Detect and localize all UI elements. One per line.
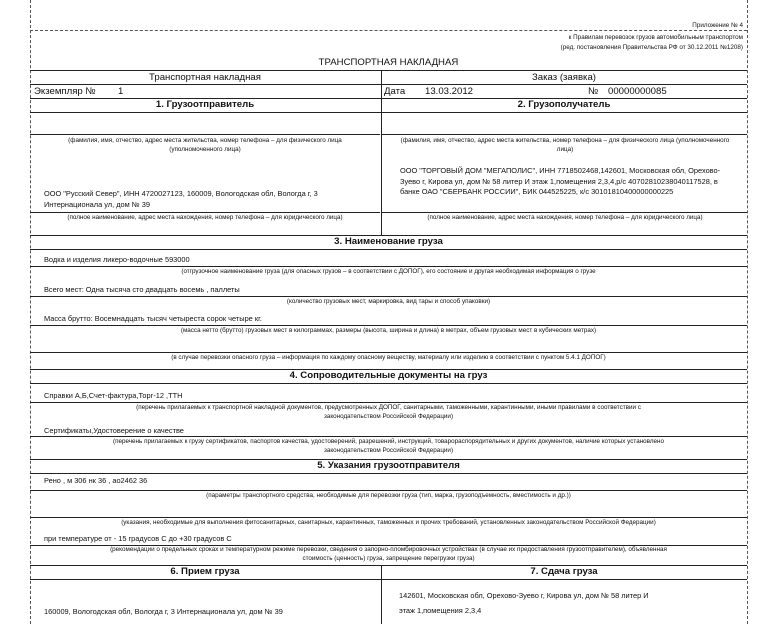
- pickup-address-value: 160009, Вологодская обл, Вологда г, 3 Интернационала ул, дом № 39: [44, 607, 283, 616]
- terms-hint-value: стоимость (ценность) груза, запрещение перегрузки груза): [302, 555, 475, 562]
- shipper-value: ООО "Русский Север", ИНН 4720027123, 160009, Вологодская обл, Вологда г, 3 Интернационала ул, дом № 39: [44, 189, 318, 209]
- rule: [30, 517, 747, 518]
- section-3-title: 3. Наименование груза: [334, 236, 443, 247]
- rule: [30, 383, 747, 384]
- order-number-label: №: [588, 86, 599, 97]
- documents-hint: (перечень прилагаемых к транспортной накладной документов, предусмотренных ДОПОГ, санитарными, таможенными, карантинными, иными правилами в соответствии с: [136, 404, 641, 411]
- cargo-name-hint: (отгрузочное наименование груза (для опасных грузов – в соответствии с ДОПОГ), его состояние и другая необходимая информация о грузе: [181, 268, 596, 275]
- vehicle-value: Рено , м 306 нк 36 , ао2462 36: [44, 476, 148, 485]
- rule: [30, 249, 747, 250]
- rule: [381, 134, 747, 135]
- cargo-mass-hint: (масса нетто (брутто) грузовых мест в килограммах, размеры (высота, ширина и длина) в метрах, объем грузовых мест в кубических метрах): [180, 327, 597, 334]
- requirements-hint: (указания, необходимые для выполнения фитосанитарных, санитарных, карантинных, таможенных и прочих требований, установленных законодательством Российской Федерации): [121, 519, 656, 526]
- documents-value: Справки А,Б,Счет-фактура,Торг-12 ,ТТН: [44, 391, 183, 400]
- cargo-places-hint: (количество грузовых мест, маркировка, вид тары и способ упаковки): [286, 298, 491, 305]
- section-7-title: 7. Сдача груза: [530, 566, 598, 577]
- terms-hint: (рекомендации о предельных сроках и температурном режиме перевозки, сведения о запорно-пломбировочных устройствах (в случае их предоставления грузоотправителем), объявленная: [110, 546, 667, 553]
- cargo-places-value: Всего мест: Одна тысяча сто двадцать восемь , паллеты: [44, 285, 240, 294]
- shipper-person-hint: (фамилия, имя, отчество, адрес места жительства, номер телефона – для физического лица (уполномоченного лица): [68, 137, 342, 154]
- temperature-value: при температуре от - 15 градусов С до +30 градусов С: [44, 534, 232, 543]
- consignee-value: ООО "ТОРГОВЫЙ ДОМ "МЕГАПОЛИС", ИНН 7718502468,142601, Московская обл, Орехово-Зуево г, Кирова ул, дом № 58 литер И этаж 1,помещения 2,3,4,р/с 40702810238040117528, в банке ОАО "СБЕРБАНК РОССИИ", БИК 044525225, к/с 30101810400000000225: [400, 166, 721, 197]
- vehicle-hint: (параметры транспортного средства, необходимые для перевозки груза (тип, марка, грузоподъемность, вместимость и др.)): [206, 492, 571, 499]
- copy-number-value: 1: [118, 86, 124, 97]
- section-1-title: 1. Грузоотправитель: [155, 99, 255, 110]
- consignee-person-hint: (фамилия, имя, отчество, адрес места жительства, номер телефона – для физического лица (уполномоченного лица): [400, 137, 730, 154]
- cargo-name-value: Водка и изделия ликеро-водочные 593000: [44, 255, 190, 264]
- order-number-value: 00000000085: [608, 86, 667, 97]
- appendix-decree: (ред. постановления Правительства РФ от 30.12.2011 №1208): [560, 44, 743, 51]
- rule: [30, 112, 747, 113]
- rule: [30, 490, 747, 491]
- rule: [30, 579, 747, 580]
- rule: [30, 473, 747, 474]
- cargo-mass-value: Масса брутто: Восемнадцать тысяч четыреста сорок четыре кг.: [44, 314, 262, 323]
- order-label: Заказ (заявка): [532, 72, 596, 83]
- rule: [30, 436, 747, 437]
- date-value: 13.03.2012: [425, 86, 474, 97]
- rule: [30, 266, 747, 267]
- section-2-title: 2. Грузополучатель: [517, 99, 611, 110]
- copy-number-label: Экземпляр №: [34, 86, 96, 97]
- left-dashed-border: [30, 0, 31, 624]
- rule: [30, 134, 380, 135]
- document-title: ТРАНСПОРТНАЯ НАКЛАДНАЯ: [318, 57, 459, 68]
- section-4-title: 4. Сопроводительные документы на груз: [289, 370, 488, 381]
- certificates-hint: (перечень прилагаемых к грузу сертификатов, паспортов качества, удостоверений, разрешений, инструкций, товарораспорядительных и других документов, наличие которых установлено: [112, 438, 665, 445]
- rule: [30, 325, 747, 326]
- appendix-number: Приложение № 4: [692, 22, 743, 29]
- appendix-rules: к Правилам перевозок грузов автомобильным транспортом: [568, 34, 743, 41]
- column-divider: [381, 70, 382, 235]
- waybill-label: Транспортная накладная: [149, 72, 261, 83]
- rule: [30, 70, 747, 71]
- documents-hint-law: законодательством Российской Федерации): [323, 413, 454, 420]
- right-dashed-border: [747, 0, 748, 624]
- rule: [30, 352, 747, 353]
- section-6-title: 6. Прием груза: [170, 566, 240, 577]
- rule: [30, 84, 747, 85]
- dangerous-cargo-hint: (в случае перевозки опасного груза – информация по каждому опасному веществу, материалу или изделию в соответствии с пунктом 5.4.1 ДОПОГ): [171, 354, 606, 361]
- certificates-hint-law: законодательством Российской Федерации): [323, 447, 454, 454]
- date-label: Дата: [384, 86, 406, 97]
- rule: [30, 296, 747, 297]
- consignee-company-hint: (полное наименование, адрес места нахождения, номер телефона – для юридического лица): [427, 214, 703, 221]
- rule: [30, 402, 747, 403]
- section-5-title: 5. Указания грузоотправителя: [317, 460, 460, 471]
- column-divider: [381, 565, 382, 624]
- delivery-address-line2: этаж 1,помещения 2,3,4: [399, 606, 482, 615]
- shipper-company-hint: (полное наименование, адрес места нахождения, номер телефона – для юридического лица): [67, 214, 343, 221]
- top-dashed-border: [30, 30, 747, 31]
- certificates-value: Сертификаты,Удостоверение о качестве: [44, 426, 184, 435]
- delivery-address-line1: 142601, Московская обл, Орехово-Зуево г, Кирова ул, дом № 58 литер И: [399, 591, 649, 600]
